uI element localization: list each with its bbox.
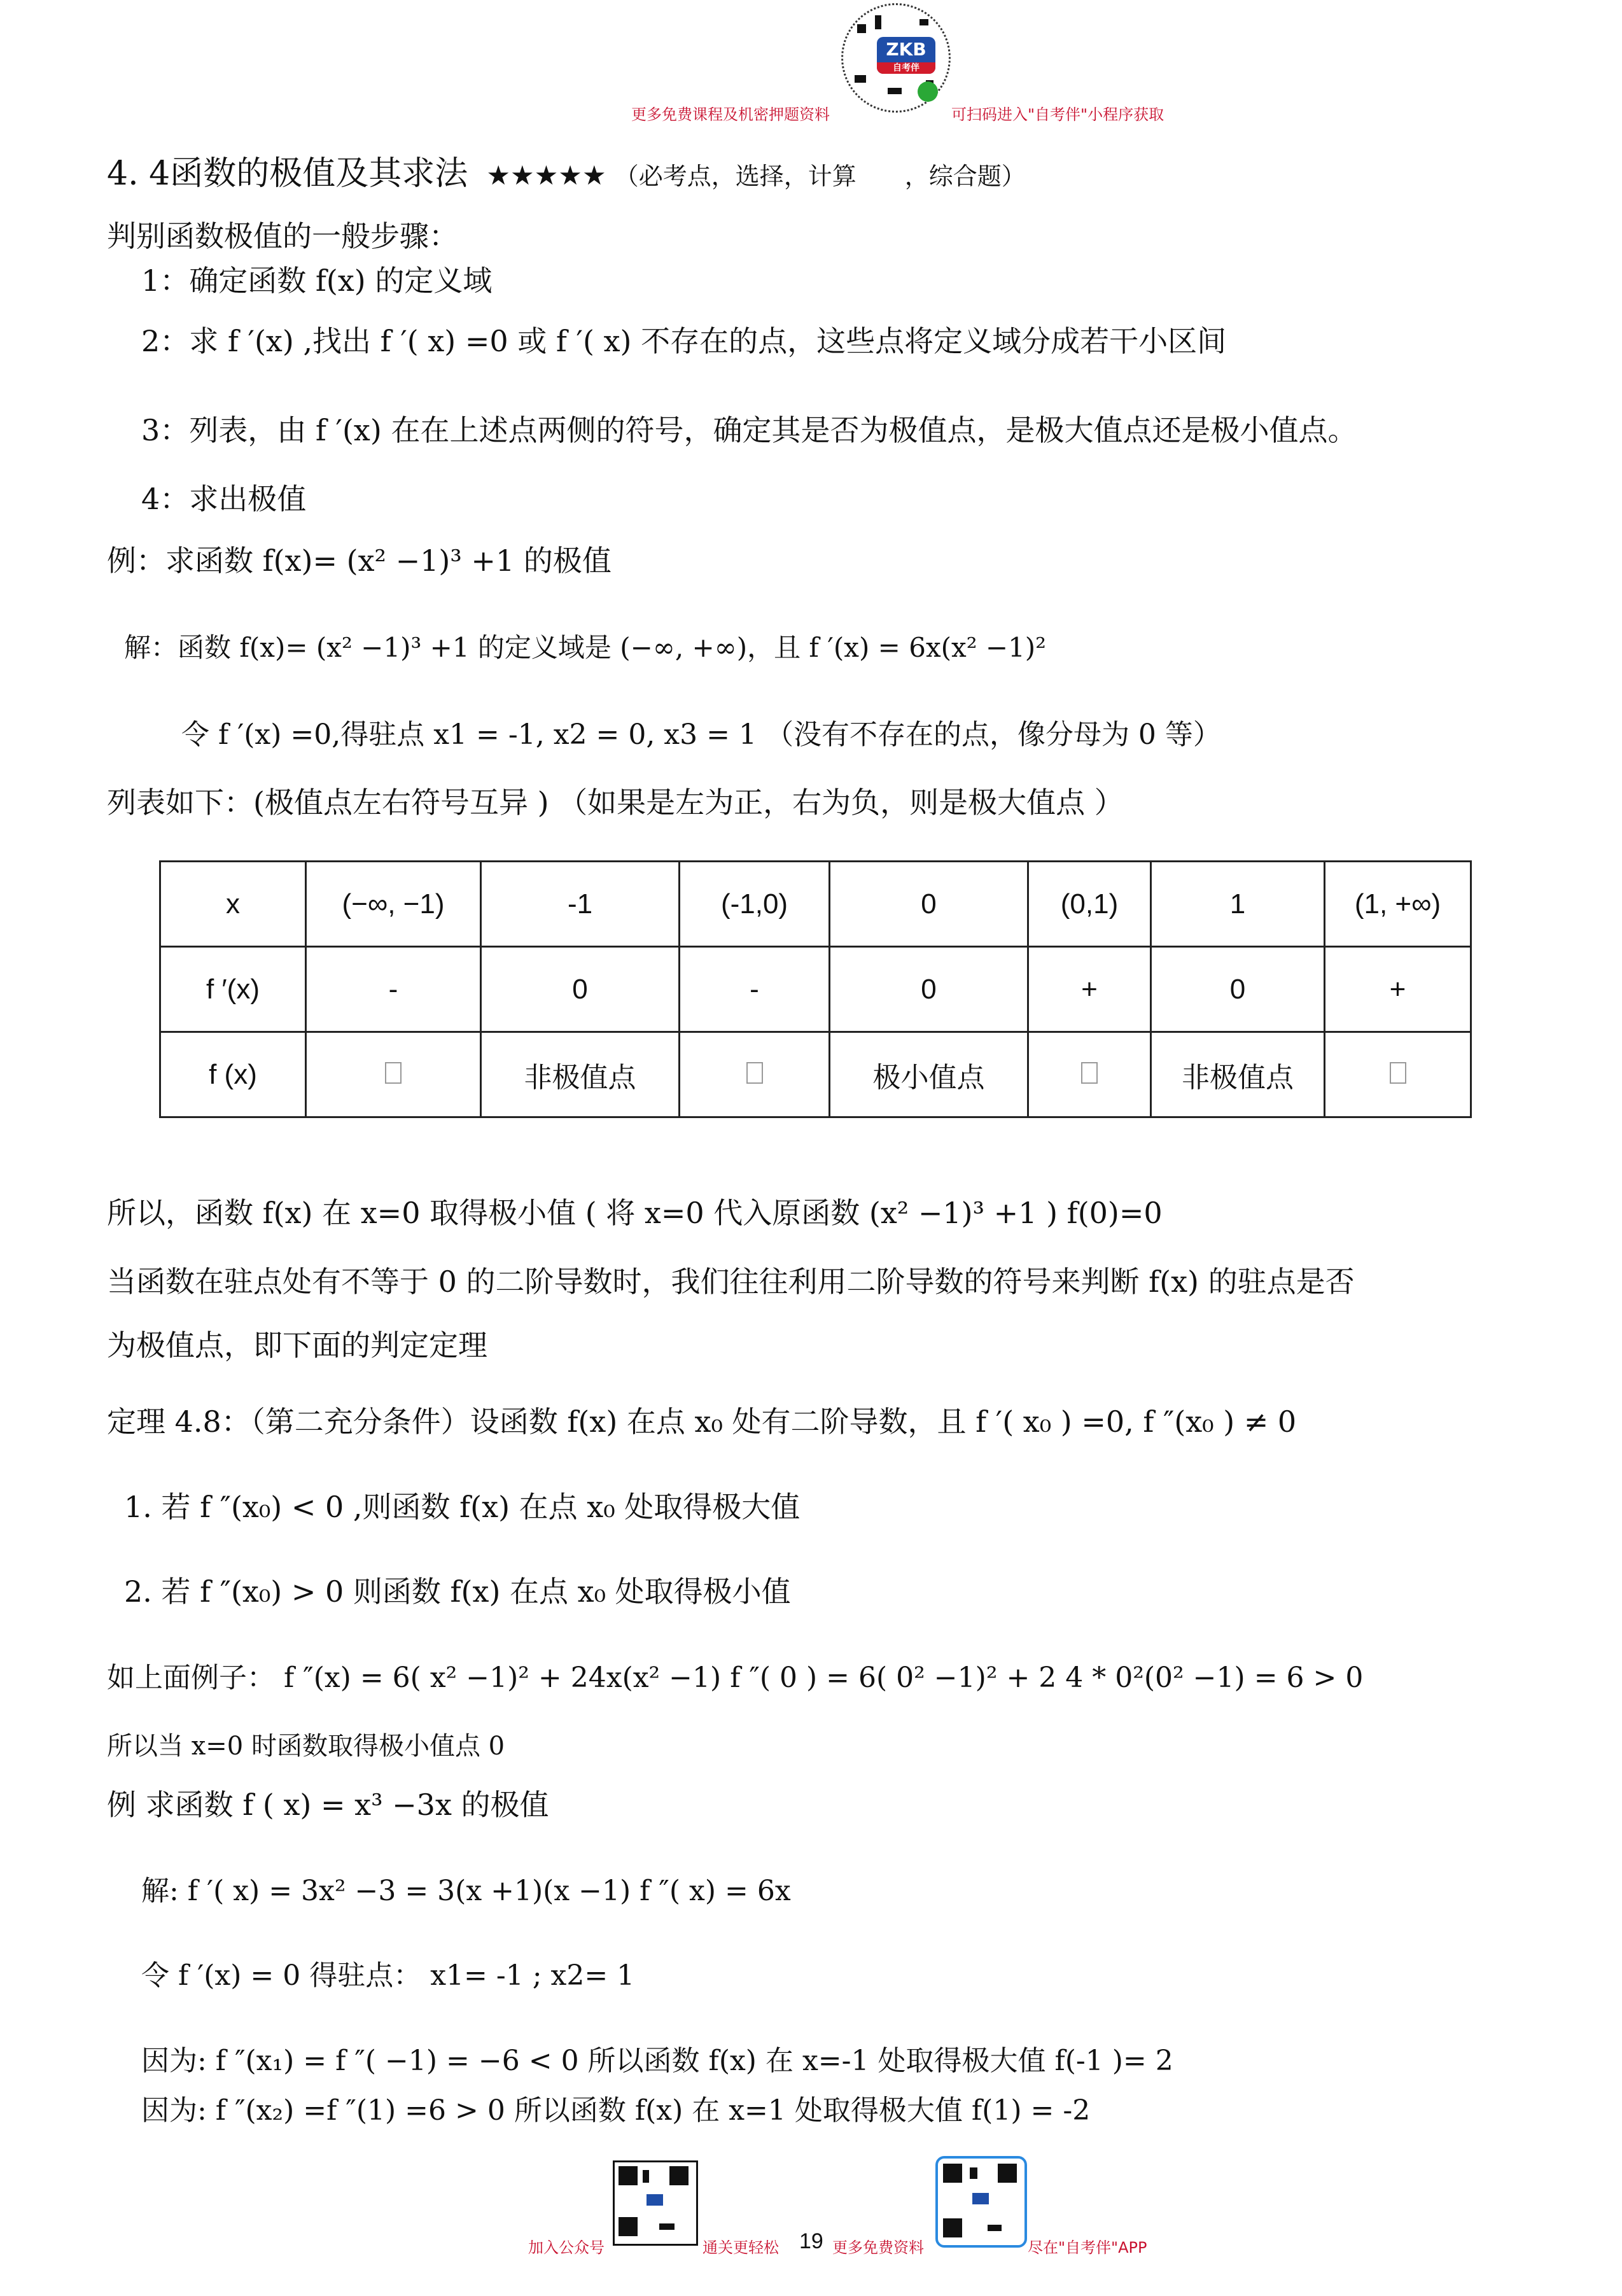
table-cell: 非极值点 xyxy=(481,1032,680,1117)
theorem-item-1: 1. 若 f ″(x₀) < 0 ,则函数 f(x) 在点 x₀ 处取得极大值 xyxy=(124,1490,801,1524)
table-intro: 列表如下：(极值点左右符号互异 ) （如果是左为正，右为负，则是极大值点 ） xyxy=(107,785,1124,820)
table-cell: -1 xyxy=(481,862,680,947)
table-cell: 0 xyxy=(830,862,1028,947)
wechat-badge-icon xyxy=(918,81,938,102)
step-2: 2：求 f ′(x) ,找出 f ′( x) =0 或 f ′( x) 不存在的点，这些点将定义域分成若干小区间 xyxy=(141,324,1227,358)
step-1: 1：确定函数 f(x) 的定义域 xyxy=(141,263,493,298)
title-text: 4. 4函数的极值及其求法 xyxy=(107,155,468,193)
table-cell: (1, +∞) xyxy=(1325,862,1471,947)
example1-stationary: 令 f ′(x) =0,得驻点 x1 = -1, x2 = 0, x3 = 1 （没有不存在的点，像分母为 0 等） xyxy=(181,718,1221,751)
table-cell: 0 xyxy=(481,947,680,1032)
step-4: 4：求出极值 xyxy=(141,482,307,516)
table-cell xyxy=(1325,1032,1471,1117)
table-cell: 极小值点 xyxy=(830,1032,1028,1117)
theorem-4-8: 定理 4.8：（第二充分条件）设函数 f(x) 在点 x₀ 处有二阶导数，且 f ′( x₀ ) =0, f ″(x₀ ) ≠ 0 xyxy=(107,1404,1297,1439)
zkb-logo: ZKB 自考伴 xyxy=(877,37,935,74)
missing-arrow-glyph xyxy=(746,1062,763,1084)
table-cell: (0,1) xyxy=(1028,862,1151,947)
table-cell: 0 xyxy=(830,947,1028,1032)
footer-qr-app[interactable] xyxy=(935,2156,1027,2248)
table-cell: 0 xyxy=(1151,947,1325,1032)
footer-qr-wechat[interactable] xyxy=(613,2160,698,2246)
header-left-link[interactable]: 更多免费课程及机密押题资料 xyxy=(631,106,830,123)
example2-solution: 解: f ′( x) = 3x² −3 = 3(x +1)(x −1) f ″( x) = 6x xyxy=(141,1875,791,1907)
rating-stars: ★★★★★ xyxy=(486,160,606,191)
table-cell: (−∞, −1) xyxy=(306,862,481,947)
example2-reason-1: 因为: f ″(x₁) = f ″( −1) = −6 < 0 所以函数 f(x) 在 x=-1 处取得极大值 f(-1 )= 2 xyxy=(141,2045,1173,2077)
theorem-item-2: 2. 若 f ″(x₀) > 0 则函数 f(x) 在点 x₀ 处取得极小值 xyxy=(124,1574,791,1609)
footer-left-text: 加入公众号 xyxy=(528,2239,605,2257)
table-cell: + xyxy=(1028,947,1151,1032)
footer-right-text-a: 更多免费资料 xyxy=(832,2239,924,2257)
section-title xyxy=(107,146,1026,194)
example2-question: 例 求函数 f ( x) = x³ −3x 的极值 xyxy=(107,1788,549,1822)
example1-question: 例：求函数 f(x)= (x² −1)³ +1 的极值 xyxy=(107,543,612,578)
table-cell: 非极值点 xyxy=(1151,1032,1325,1117)
example-calc-result: 所以当 x=0 时函数取得极小值点 0 xyxy=(107,1732,505,1761)
sign-table xyxy=(159,860,1472,1118)
table-cell: - xyxy=(306,947,481,1032)
missing-arrow-glyph xyxy=(385,1062,402,1084)
example-calc: 如上面例子： f ″(x) = 6( x² −1)² + 24x(x² −1) f ″( 0 ) = 6( 0² −1)² + 2 4 * 0²(0² −1) = 6 > 0 xyxy=(107,1662,1364,1694)
table-cell: + xyxy=(1325,947,1471,1032)
table-row xyxy=(160,947,1471,1032)
step-3: 3：列表，由 f ′(x) 在在上述点两侧的符号，确定其是否为极值点，是极大值点还是极小值点。 xyxy=(141,413,1357,447)
table-row xyxy=(160,1032,1471,1117)
table-cell xyxy=(1028,1032,1151,1117)
conclusion-1: 所以，函数 f(x) 在 x=0 取得极小值 ( 将 x=0 代入原函数 (x² −1)³ +1 ) f(0)=0 xyxy=(107,1196,1163,1230)
table-cell xyxy=(680,1032,830,1117)
table-cell: - xyxy=(680,947,830,1032)
example2-stationary: 令 f ′(x) = 0 得驻点： x1= -1 ; x2= 1 xyxy=(141,1959,635,1992)
footer-mid-text: 通关更轻松 xyxy=(703,2239,779,2257)
table-cell: x xyxy=(160,862,306,947)
table-cell: f (x) xyxy=(160,1032,306,1117)
table-cell xyxy=(306,1032,481,1117)
example1-solution: 解：函数 f(x)= (x² −1)³ +1 的定义域是 (−∞, +∞)，且 f ′(x) = 6x(x² −1)² xyxy=(124,632,1047,663)
missing-arrow-glyph xyxy=(1390,1062,1406,1084)
steps-heading: 判别函数极值的一般步骤： xyxy=(107,219,458,253)
table-cell: (-1,0) xyxy=(680,862,830,947)
paragraph-2-line-1: 当函数在驻点处有不等于 0 的二阶导数时，我们往往利用二阶导数的符号来判断 f(x) 的驻点是否 xyxy=(107,1264,1355,1299)
paragraph-2-line-2: 为极值点，即下面的判定定理 xyxy=(107,1328,487,1362)
title-tags: （必考点，选择，计算 ，综合题） xyxy=(614,162,1026,190)
table-cell: f ′(x) xyxy=(160,947,306,1032)
footer-right-text-b: 尽在"自考伴"APP xyxy=(1028,2239,1147,2257)
table-cell: 1 xyxy=(1151,862,1325,947)
page-number: 19 xyxy=(799,2229,823,2253)
table-row xyxy=(160,862,1471,947)
missing-arrow-glyph xyxy=(1081,1062,1098,1084)
example2-reason-2: 因为: f ″(x₂) =f ″(1) =6 > 0 所以函数 f(x) 在 x=1 处取得极大值 f(1) = -2 xyxy=(141,2094,1091,2127)
header-right-link[interactable]: 可扫码进入"自考伴"小程序获取 xyxy=(951,106,1164,123)
